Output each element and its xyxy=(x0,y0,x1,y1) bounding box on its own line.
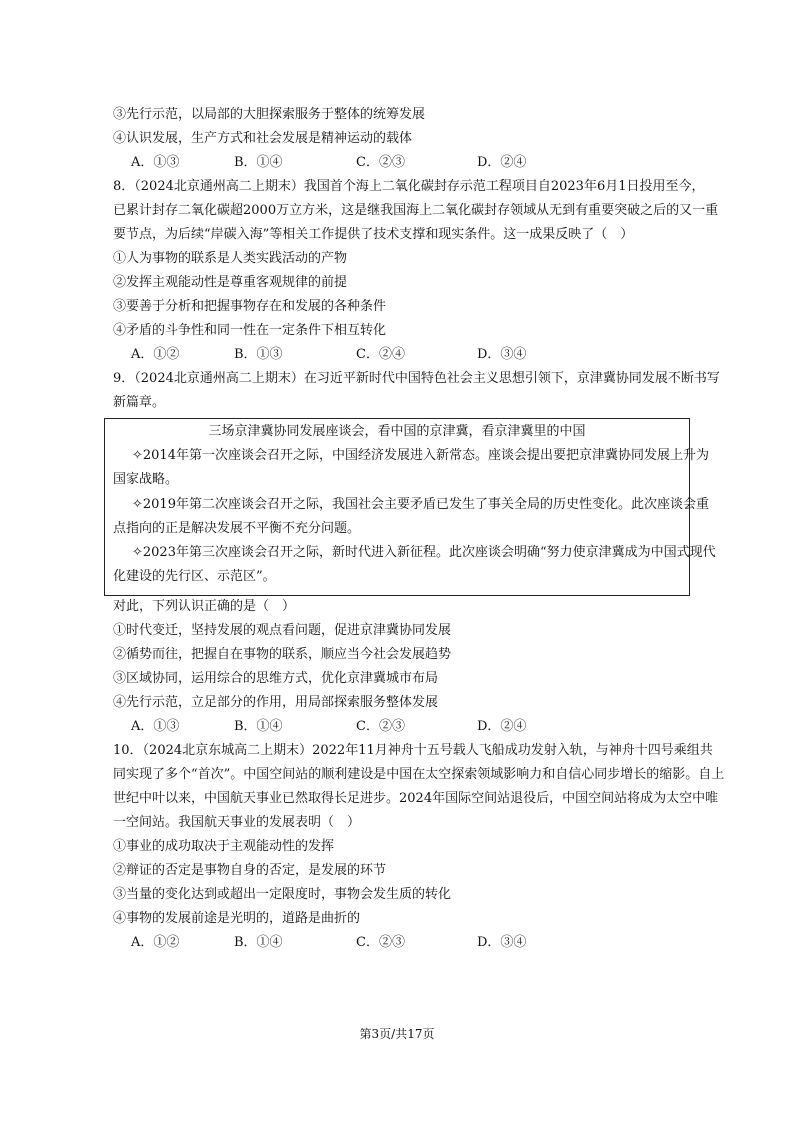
q9-statement-2: ②循势而往，把握自在事物的联系，顺应当今社会发展趋势 xyxy=(113,647,452,662)
q8-option-a[interactable]: A．①② xyxy=(131,347,180,362)
q7-option-c[interactable]: C．②③ xyxy=(356,155,405,170)
q9-option-c[interactable]: C．②③ xyxy=(356,719,405,734)
q7-option-a[interactable]: A．①③ xyxy=(131,155,180,170)
q9-question: 对此，下列认识正确的是（ ） xyxy=(113,599,296,614)
q9-material-title: 三场京津冀协同发展座谈会，看中国的京津冀，看京津冀里的中国 xyxy=(208,424,586,439)
q8-option-d[interactable]: D．③④ xyxy=(477,347,527,362)
q9-option-d[interactable]: D．②④ xyxy=(477,719,527,734)
q9-statement-4: ④先行示范，立足部分的作用，用局部探索服务整体发展 xyxy=(113,695,439,710)
q8-option-b[interactable]: B．①③ xyxy=(234,347,283,362)
q8-statement-4: ④矛盾的斗争性和同一性在一定条件下相互转化 xyxy=(113,323,387,338)
q9-statement-3: ③区域协同，运用综合的思维方式，优化京津冀城市布局 xyxy=(113,671,439,686)
q7-options xyxy=(131,155,551,171)
q10-option-c[interactable]: C．②③ xyxy=(356,935,405,950)
q10-stem-line-4: 一空间站。我国航天事业的发展表明（ ） xyxy=(113,815,361,830)
q9-material-line-1: ✧2014年第一次座谈会召开之际，中国经济发展进入新常态。座谈会提出要把京津冀协同发展上升为 xyxy=(132,448,709,463)
q9-option-b[interactable]: B．①④ xyxy=(234,719,283,734)
q7-option-b[interactable]: B．①④ xyxy=(234,155,283,170)
q8-statement-2: ②发挥主观能动性是尊重客观规律的前提 xyxy=(113,275,348,290)
q9-material-line-2: 国家战略。 xyxy=(113,472,179,487)
q9-option-a[interactable]: A．①③ xyxy=(131,719,180,734)
q8-statement-1: ①人为事物的联系是人类实践活动的产物 xyxy=(113,251,348,266)
q8-stem-line-3: 要节点，为后续“岸碳入海”等相关工作提供了技术支撑和现实条件。这一成果反映了（ ） xyxy=(113,227,634,242)
q10-option-a[interactable]: A．①② xyxy=(131,935,180,950)
q9-statement-1: ①时代变迁，坚持发展的观点看问题，促进京津冀协同发展 xyxy=(113,623,452,638)
q9-options xyxy=(131,719,551,735)
q10-options xyxy=(131,935,551,951)
q10-stem-line-2: 同实现了多个“首次”。中国空间站的顺利建设是中国在太空探索领域影响力和自信心同步增长的缩影。自上 xyxy=(113,767,725,782)
q7-statement-4: ④认识发展，生产方式和社会发展是精神运动的载体 xyxy=(113,131,413,146)
q7-statement-3: ③先行示范，以局部的大胆探索服务于整体的统筹发展 xyxy=(113,107,426,122)
q9-material-line-5: ✧2023年第三次座谈会召开之际，新时代进入新征程。此次座谈会明确“努力使京津冀成为中国式现代 xyxy=(132,545,716,560)
q9-material-line-4: 点指向的正是解决发展不平衡不充分问题。 xyxy=(113,521,361,536)
q8-options xyxy=(131,347,551,363)
q9-material-line-6: 化建设的先行区、示范区”。 xyxy=(113,569,276,584)
q7-option-d[interactable]: D．②④ xyxy=(477,155,527,170)
q9-stem-line-1: 9．（2024北京通州高二上期末）在习近平新时代中国特色社会主义思想引领下，京津冀协同发展不断书写 xyxy=(113,371,720,386)
q9-material-line-3: ✧2019年第二次座谈会召开之际，我国社会主要矛盾已发生了事关全局的历史性变化。此次座谈会重 xyxy=(132,497,709,512)
q10-option-d[interactable]: D．③④ xyxy=(477,935,527,950)
q8-stem-line-1: 8．（2024北京通州高二上期末）我国首个海上二氧化碳封存示范工程项目自2023年6月1日投用至今， xyxy=(113,179,705,194)
q10-stem-line-3: 世纪中叶以来，中国航天事业已然取得长足进步。2024年国际空间站退役后，中国空间站将成为太空中唯 xyxy=(113,791,719,806)
q8-option-c[interactable]: C．②④ xyxy=(356,347,405,362)
q10-stem-line-1: 10．（2024北京东城高二上期末）2022年11月神舟十五号载人飞船成功发射入轨，与神舟十四号乘组共 xyxy=(113,743,713,758)
q10-statement-1: ①事业的成功取决于主观能动性的发挥 xyxy=(113,839,335,854)
q9-stem-line-2: 新篇章。 xyxy=(113,395,166,410)
q10-statement-4: ④事物的发展前途是光明的，道路是曲折的 xyxy=(113,911,361,926)
q10-statement-3: ③当量的变化达到或超出一定限度时，事物会发生质的转化 xyxy=(113,887,452,902)
q8-statement-3: ③要善于分析和把握事物存在和发展的各种条件 xyxy=(113,299,387,314)
page-number-footer: 第3页/共17页 xyxy=(359,1027,435,1041)
q10-option-b[interactable]: B．①④ xyxy=(234,935,283,950)
q8-stem-line-2: 已累计封存二氧化碳超2000万立方米，这是继我国海上二氧化碳封存领域从无到有重要突破之后的又一重 xyxy=(113,203,719,218)
q10-statement-2: ②辩证的否定是事物自身的否定，是发展的环节 xyxy=(113,863,387,878)
